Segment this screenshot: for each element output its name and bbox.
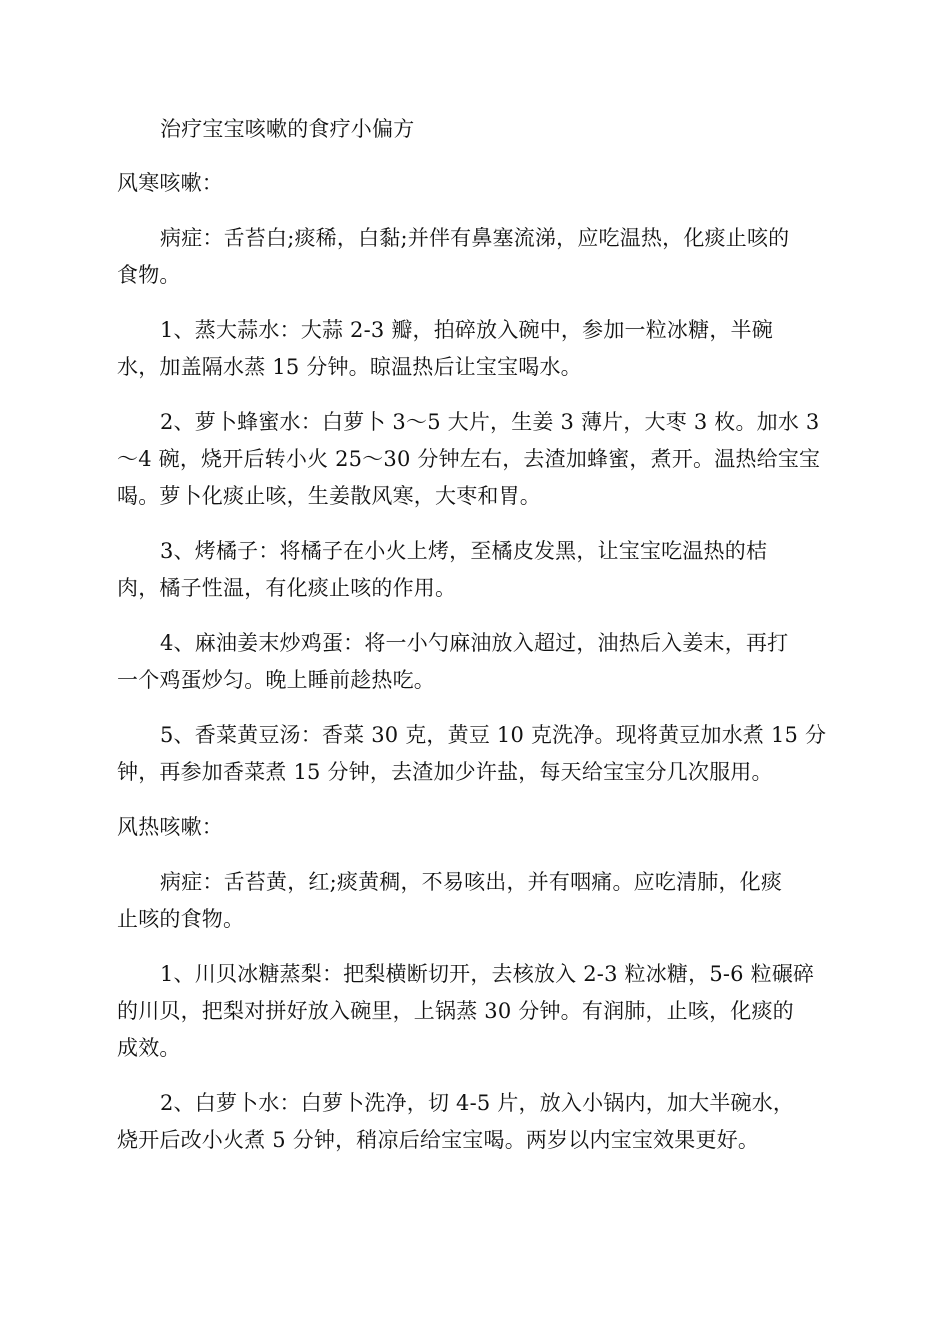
section-heading-wind-cold: 风寒咳嗽： <box>117 171 223 195</box>
symptom-text-line: 病症：舌苔白;痰稀，白黏;并伴有鼻塞流涕，应吃温热，化痰止咳的 <box>160 226 790 250</box>
remedy-text-line: 肉，橘子性温，有化痰止咳的作用。 <box>117 576 457 600</box>
page-title: 治疗宝宝咳嗽的食疗小偏方 <box>160 117 415 141</box>
remedy-text-line: 烧开后改小火煮 5 分钟，稍凉后给宝宝喝。两岁以内宝宝效果更好。 <box>117 1128 760 1152</box>
section-heading-wind-heat: 风热咳嗽： <box>117 815 223 839</box>
remedy-text-line: 一个鸡蛋炒匀。晚上睡前趁热吃。 <box>117 668 435 692</box>
symptom-text-line: 病症：舌苔黄，红;痰黄稠，不易咳出，并有咽痛。应吃清肺，化痰 <box>160 870 783 894</box>
remedy-text-line: 4、麻油姜末炒鸡蛋：将一小勺麻油放入超过，油热后入姜末，再打 <box>160 631 789 655</box>
remedy-text-line: 3、烤橘子：将橘子在小火上烤，至橘皮发黑，让宝宝吃温热的桔 <box>160 539 768 563</box>
remedy-text-line: 水，加盖隔水蒸 15 分钟。晾温热后让宝宝喝水。 <box>117 355 582 379</box>
remedy-text-line: 的川贝，把梨对拼好放入碗里，上锅蒸 30 分钟。有润肺，止咳，化痰的 <box>117 999 794 1023</box>
remedy-text-line: 钟，再参加香菜煮 15 分钟，去渣加少许盐，每天给宝宝分几次服用。 <box>117 760 773 784</box>
symptom-text-line: 食物。 <box>117 263 181 287</box>
remedy-text-line: 2、白萝卜水：白萝卜洗净，切 4-5 片，放入小锅内，加大半碗水， <box>160 1091 795 1115</box>
remedy-text-line: 1、川贝冰糖蒸梨：把梨横断切开，去核放入 2-3 粒冰糖，5-6 粒碾碎 <box>160 962 815 986</box>
remedy-text-line: 2、萝卜蜂蜜水：白萝卜 3～5 大片，生姜 3 薄片，大枣 3 枚。加水 3 <box>160 410 820 434</box>
remedy-text-line: 5、香菜黄豆汤：香菜 30 克，黄豆 10 克洗净。现将黄豆加水煮 15 分 <box>160 723 827 747</box>
remedy-text-line: 1、蒸大蒜水：大蒜 2-3 瓣，拍碎放入碗中，参加一粒冰糖，半碗 <box>160 318 773 342</box>
remedy-text-line: ～4 碗，烧开后转小火 25～30 分钟左右，去渣加蜂蜜，煮开。温热给宝宝 <box>117 447 821 471</box>
remedy-text-line: 成效。 <box>117 1036 181 1060</box>
remedy-text-line: 喝。萝卜化痰止咳，生姜散风寒，大枣和胃。 <box>117 484 541 508</box>
symptom-text-line: 止咳的食物。 <box>117 907 245 931</box>
